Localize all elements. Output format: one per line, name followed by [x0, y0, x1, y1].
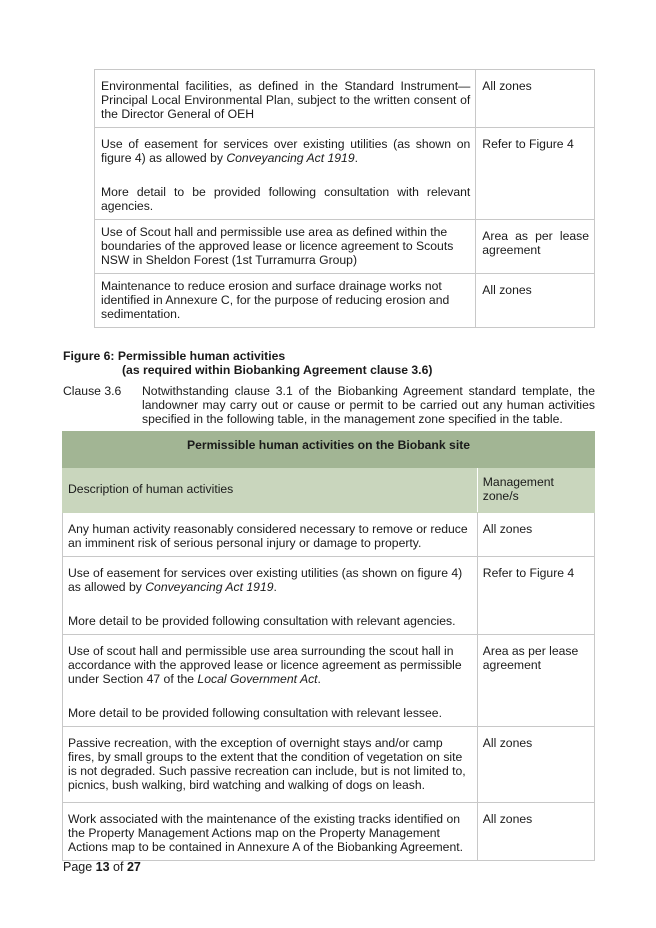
- column-header-description: Description of human activities: [63, 468, 478, 513]
- description-text: Use of easement for services over existing utilities (as shown on figure 4) as allowed by: [101, 137, 471, 165]
- zone-cell: All zones: [476, 70, 595, 128]
- table-row: [63, 513, 595, 557]
- table-header-row: [63, 468, 595, 513]
- table-row: [63, 803, 595, 861]
- table-row: [95, 220, 595, 274]
- activity-description: Maintenance to reduce erosion and surface drainage works not identified in Annexure C, for the purpose of reducing erosion and sedimentation.: [95, 274, 476, 328]
- table-row: [63, 727, 595, 803]
- zone-cell: Area as per lease agreement: [476, 220, 595, 274]
- activity-description: [63, 557, 478, 635]
- figure-title: Figure 6: Permissible human activities: [63, 349, 286, 363]
- zone-cell: Refer to Figure 4: [476, 128, 595, 220]
- act-name: Conveyancing Act 1919: [145, 580, 274, 594]
- description-paragraph: More detail to be provided following consultation with relevant agencies.: [101, 185, 471, 213]
- description-text: Environmental facilities, as defined in the Standard Instrument—Principal Local Environmental Plan, subject to the written consent of the Director General of OEH: [101, 79, 471, 121]
- activity-description: Any human activity reasonably considered necessary to remove or reduce an imminent risk of serious personal injury or damage to property.: [63, 513, 478, 557]
- table-row: [63, 557, 595, 635]
- zone-cell: Refer to Figure 4: [477, 557, 594, 635]
- activity-description: [95, 128, 476, 220]
- zone-cell: All zones: [477, 803, 594, 861]
- zone-cell: All zones: [476, 274, 595, 328]
- clause-paragraph: [63, 384, 595, 426]
- act-name: Local Government Act: [197, 672, 318, 686]
- activity-description: [95, 70, 476, 128]
- clause-label: Clause 3.6: [63, 384, 122, 398]
- activity-description: [63, 635, 478, 727]
- zone-cell: All zones: [477, 513, 594, 557]
- figure-caption: [63, 349, 432, 377]
- page-prefix: Page: [63, 860, 96, 874]
- act-name: Conveyancing Act 1919: [226, 151, 355, 165]
- description-text: Use of easement for services over existing utilities (as shown on figure 4) as allowed by: [68, 566, 463, 594]
- zone-cell: Area as per lease agreement: [477, 635, 594, 727]
- description-paragraph: [68, 644, 472, 686]
- permissible-activities-table: [62, 431, 595, 861]
- current-page: 13: [95, 860, 110, 874]
- description-paragraph: More detail to be provided following consultation with relevant lessee.: [68, 706, 442, 720]
- column-header-zone: Management zone/s: [477, 468, 594, 513]
- table-title: Permissible human activities on the Biobank site: [63, 432, 595, 468]
- figure-subtitle: (as required within Biobanking Agreement clause 3.6): [122, 363, 433, 377]
- description-paragraph: [68, 566, 472, 594]
- activity-description: Use of Scout hall and permissible use area as defined within the boundaries of the approved lease or licence agreement to Scouts NSW in Sheldon Forest (1st Turramurra Group): [95, 220, 476, 274]
- description-text: Use of scout hall and permissible use area surrounding the scout hall in accordance with the approved lease or licence agreement as permissible under Section 47 of the: [68, 644, 462, 686]
- table-row: [95, 70, 595, 128]
- page-separator: of: [109, 860, 127, 874]
- description-text: .: [354, 151, 358, 165]
- table-title-row: [63, 432, 595, 468]
- table-row: [95, 128, 595, 220]
- continued-activities-table: [94, 69, 595, 328]
- activity-description: Passive recreation, with the exception of overnight stays and/or camp fires, by small groups to the extent that the condition of vegetation on site is not degraded. Such passive recreation can include, but is not limited to, picnics, bush walking, bird watching and walking of dogs on leash.: [63, 727, 478, 803]
- description-paragraph: More detail to be provided following consultation with relevant agencies.: [68, 614, 456, 628]
- clause-text: Notwithstanding clause 3.1 of the Biobanking Agreement standard template, the landowner may carry out or cause or permit to be carried out any human activities specified in the following table, in the management zone specified in the table.: [142, 384, 595, 426]
- description-text: .: [317, 672, 321, 686]
- table-row: [63, 635, 595, 727]
- description-paragraph: [101, 137, 470, 165]
- zone-cell: All zones: [477, 727, 594, 803]
- total-pages: 27: [126, 860, 141, 874]
- activity-description: Work associated with the maintenance of the existing tracks identified on the Property Management Actions map on the Property Management Actions map to be contained in Annexure A of the Biobanking Agreement.: [63, 803, 478, 861]
- description-text: .: [273, 580, 277, 594]
- page-number: [63, 860, 141, 874]
- table-row: [95, 274, 595, 328]
